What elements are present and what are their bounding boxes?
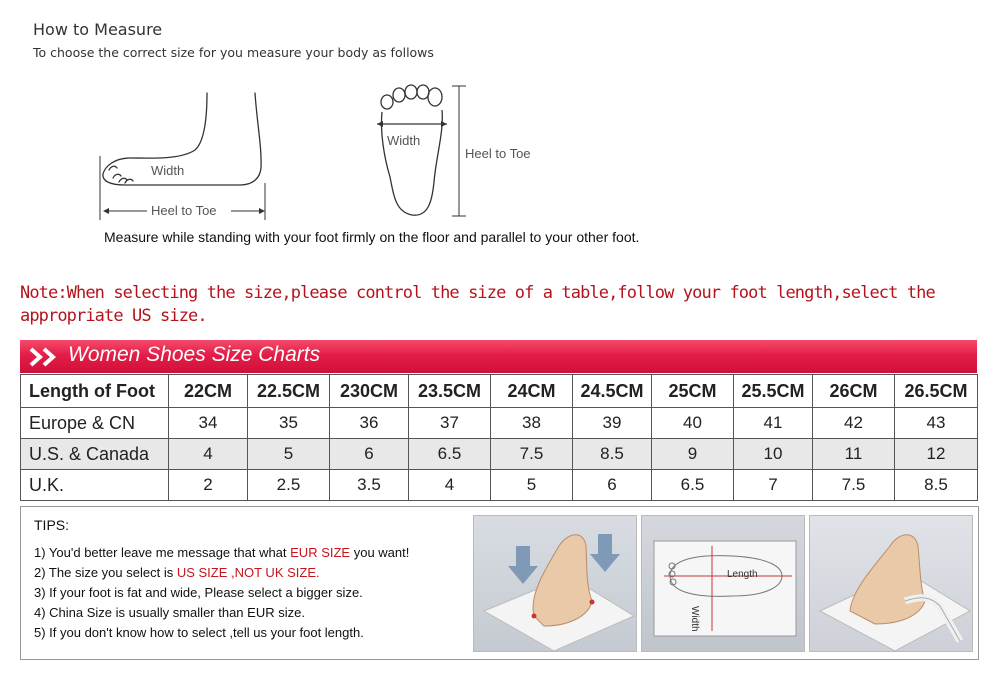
table-cell: 8.5 — [895, 470, 978, 501]
header-cell: 25.5CM — [734, 375, 813, 408]
table-cell: 5 — [248, 439, 330, 470]
table-cell: 7 — [734, 470, 813, 501]
table-cell: 6 — [330, 439, 409, 470]
table-cell: 12 — [895, 439, 978, 470]
measure-instruction: Measure while standing with your foot firmly on the floor and parallel to your other foot. — [104, 229, 640, 245]
table-cell: 2.5 — [248, 470, 330, 501]
header-cell: 22.5CM — [248, 375, 330, 408]
table-cell: 8.5 — [573, 439, 652, 470]
header-cell: 23.5CM — [409, 375, 491, 408]
table-cell: 2 — [169, 470, 248, 501]
header-cell: 22CM — [169, 375, 248, 408]
table-cell: 7.5 — [491, 439, 573, 470]
table-cell: 37 — [409, 408, 491, 439]
size-table — [20, 374, 978, 501]
tip-item: 2) The size you select is US SIZE ,NOT UK SIZE. — [34, 565, 320, 580]
table-cell: 38 — [491, 408, 573, 439]
foot-length-width-photo — [641, 515, 805, 652]
table-cell: 35 — [248, 408, 330, 439]
top-foot-diagram — [372, 82, 472, 222]
table-cell: 40 — [652, 408, 734, 439]
table-cell: 6.5 — [409, 439, 491, 470]
tip-item: 1) You'd better leave me message that what EUR SIZE you want! — [34, 545, 410, 560]
table-cell: 41 — [734, 408, 813, 439]
table-cell: 9 — [652, 439, 734, 470]
side-width-label: Width — [151, 163, 185, 178]
row-label: U.S. & Canada — [21, 439, 169, 470]
table-cell: 3.5 — [330, 470, 409, 501]
table-cell: 4 — [409, 470, 491, 501]
table-header-row — [21, 375, 978, 408]
length-label: Length — [727, 569, 758, 580]
table-row — [21, 408, 978, 439]
table-cell: 34 — [169, 408, 248, 439]
top-heel-toe-label: Heel to Toe — [465, 146, 531, 161]
tips-title: TIPS: — [34, 517, 70, 533]
page-title: How to Measure — [33, 20, 163, 39]
width-label: Width — [689, 606, 700, 632]
top-width-label: Width — [387, 133, 421, 148]
table-row — [21, 439, 978, 470]
size-chart-title: Women Shoes Size Charts — [68, 343, 321, 366]
table-cell: 11 — [813, 439, 895, 470]
table-cell: 39 — [573, 408, 652, 439]
table-cell: 43 — [895, 408, 978, 439]
header-cell: 24.5CM — [573, 375, 652, 408]
tip-item: 3) If your foot is fat and wide, Please select a bigger size. — [34, 585, 363, 600]
table-cell: 36 — [330, 408, 409, 439]
row-label: Europe & CN — [21, 408, 169, 439]
tip-item: 5) If you don't know how to select ,tell us your foot length. — [34, 625, 364, 640]
header-cell: 24CM — [491, 375, 573, 408]
row-label: U.K. — [21, 470, 169, 501]
foot-tape-measure-photo — [809, 515, 973, 652]
page-subtitle: To choose the correct size for you measure your body as follows — [33, 45, 434, 60]
table-row — [21, 470, 978, 501]
table-cell: 10 — [734, 439, 813, 470]
header-cell: Length of Foot — [21, 375, 169, 408]
table-cell: 6 — [573, 470, 652, 501]
tip-item: 4) China Size is usually smaller than EUR size. — [34, 605, 305, 620]
table-cell: 7.5 — [813, 470, 895, 501]
side-heel-toe-label: Heel to Toe — [151, 203, 217, 218]
foot-arrows-photo — [473, 515, 637, 652]
header-cell: 25CM — [652, 375, 734, 408]
size-selection-note: Note:When selecting the size,please control the size of a table,follow your foot length,select the appropriate US size. — [20, 283, 935, 326]
table-cell: 5 — [491, 470, 573, 501]
header-cell: 26CM — [813, 375, 895, 408]
table-cell: 4 — [169, 439, 248, 470]
double-chevron-right-icon — [28, 346, 62, 368]
table-cell: 42 — [813, 408, 895, 439]
table-cell: 6.5 — [652, 470, 734, 501]
header-cell: 26.5CM — [895, 375, 978, 408]
header-cell: 230CM — [330, 375, 409, 408]
